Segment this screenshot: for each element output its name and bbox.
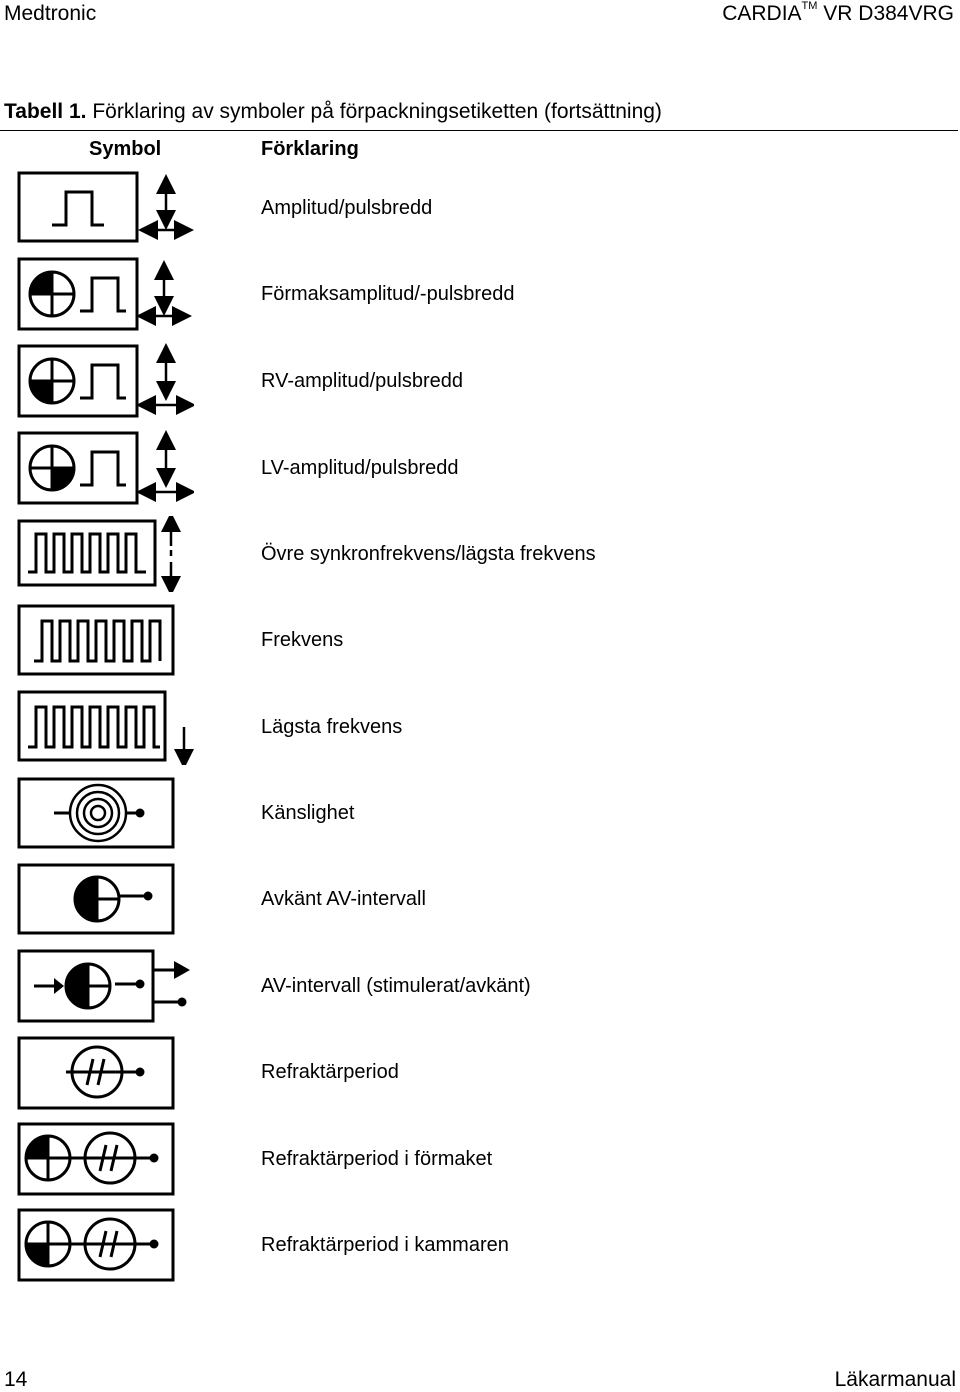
column-header-symbol: Symbol: [89, 138, 162, 160]
product-title: [722, 2, 954, 26]
table-rule: [0, 130, 958, 131]
product-model: VR D384VRG: [823, 2, 954, 25]
column-header-explanation: Förklaring: [261, 138, 359, 160]
refractory-period-icon: [14, 1035, 194, 1116]
row-explanation: LV-amplitud/pulsbredd: [261, 457, 459, 479]
atrial-amplitude-pulse-width-icon: [14, 256, 194, 337]
row-explanation: Övre synkronfrekvens/lägsta frekvens: [261, 543, 596, 565]
manual-name: Läkarmanual: [834, 1368, 956, 1391]
upper-tracking-lower-rate-icon: [14, 516, 194, 597]
table-title: [4, 100, 662, 124]
ventricular-refractory-period-icon: [14, 1207, 194, 1288]
brand-name: Medtronic: [4, 2, 97, 25]
table-caption: Förklaring av symboler på förpackningsetiketten (fortsättning): [92, 100, 662, 123]
table-number: Tabell 1.: [4, 100, 87, 123]
row-explanation: Avkänt AV-intervall: [261, 888, 426, 910]
page-number: 14: [4, 1368, 28, 1391]
row-explanation: Amplitud/pulsbredd: [261, 197, 433, 219]
row-explanation: Lägsta frekvens: [261, 716, 403, 738]
sensed-av-interval-icon: [14, 862, 194, 943]
row-explanation: AV-intervall (stimulerat/avkänt): [261, 975, 531, 997]
row-explanation: Känslighet: [261, 802, 355, 824]
row-explanation: Förmaksamplitud/-pulsbredd: [261, 283, 515, 305]
row-explanation: Refraktärperiod: [261, 1061, 399, 1083]
sensitivity-icon: [14, 776, 194, 857]
rv-amplitude-pulse-width-icon: [14, 343, 194, 424]
row-explanation: Refraktärperiod i förmaket: [261, 1148, 493, 1170]
av-interval-paced-sensed-icon: [14, 948, 194, 1029]
rate-icon: [14, 603, 194, 684]
lower-rate-icon: [14, 689, 194, 770]
row-explanation: Frekvens: [261, 629, 344, 651]
product-name: CARDIA: [722, 2, 802, 25]
trademark: TM: [801, 0, 818, 12]
amplitude-pulse-width-icon: [14, 170, 194, 251]
lv-amplitude-pulse-width-icon: [14, 430, 194, 511]
atrial-refractory-period-icon: [14, 1121, 194, 1202]
row-explanation: RV-amplitud/pulsbredd: [261, 370, 463, 392]
row-explanation: Refraktärperiod i kammaren: [261, 1234, 509, 1256]
